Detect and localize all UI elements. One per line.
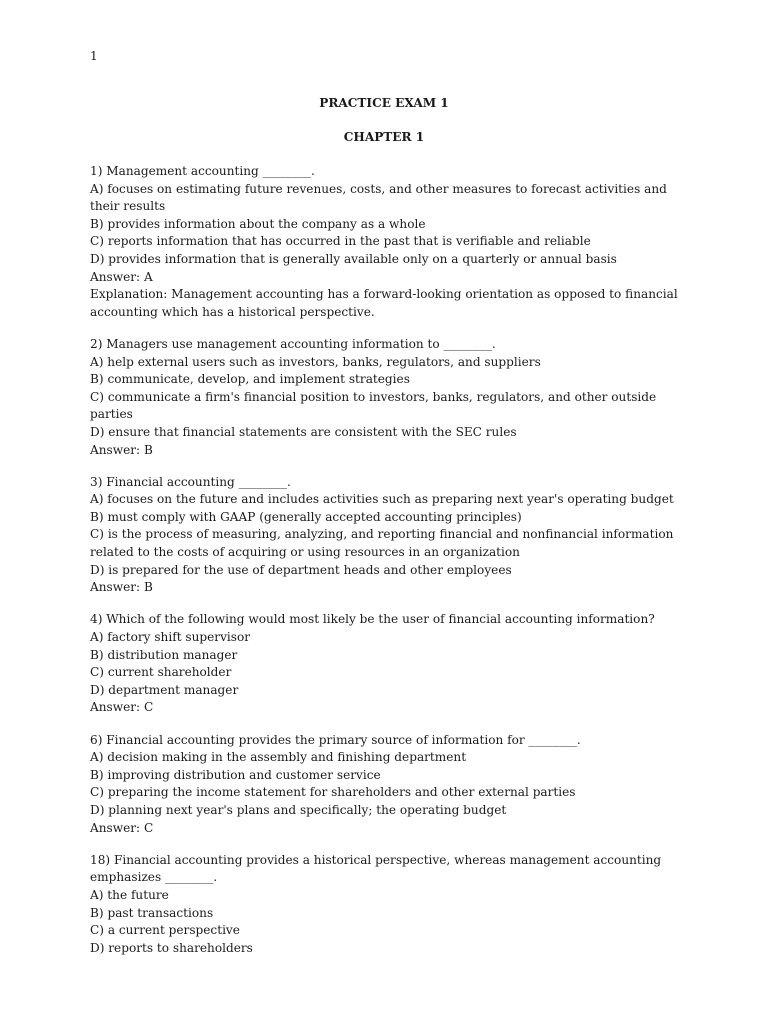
question-stem: 18) Financial accounting provides a historical perspective, whereas management accounting emphasizes ________.: [90, 852, 662, 885]
answer-option: A) focuses on the future and includes activities such as preparing next year's operating budget: [90, 492, 674, 507]
chapter-heading: CHAPTER 1: [343, 130, 425, 144]
answer-option: D) is prepared for the use of department heads and other employees: [90, 562, 512, 577]
answer-option: A) decision making in the assembly and finishing department: [90, 750, 467, 765]
question-stem: 2) Managers use management accounting information to ________.: [90, 336, 496, 351]
answer-option: C) preparing the income statement for shareholders and other external parties: [90, 785, 576, 800]
question-block: [90, 336, 690, 459]
answer-option: B) must comply with GAAP (generally accepted accounting principles): [90, 509, 522, 524]
answer-key: Answer: C: [90, 700, 154, 715]
question-stem: 6) Financial accounting provides the primary source of information for ________.: [90, 732, 581, 747]
answer-key: Answer: B: [90, 580, 153, 595]
answer-option: C) current shareholder: [90, 665, 232, 680]
answer-option: C) communicate a firm's financial position to investors, banks, regulators, and other outside parties: [90, 389, 657, 422]
answer-option: B) improving distribution and customer service: [90, 767, 381, 782]
answer-option: D) ensure that financial statements are consistent with the SEC rules: [90, 424, 517, 439]
question-stem: 4) Which of the following would most likely be the user of financial accounting information?: [90, 612, 655, 627]
exam-title: PRACTICE EXAM 1: [319, 96, 449, 110]
question-stem: 1) Management accounting ________.: [90, 164, 315, 178]
answer-option: A) focuses on estimating future revenues, costs, and other measures to forecast activities and their results: [90, 181, 667, 214]
question-stem: 3) Financial accounting ________.: [90, 474, 291, 489]
answer-key: Answer: A: [90, 269, 153, 284]
answer-option: B) distribution manager: [90, 647, 238, 662]
answer-option: B) communicate, develop, and implement strategies: [90, 372, 410, 387]
question-block: [90, 852, 690, 958]
answer-option: D) reports to shareholders: [90, 940, 253, 955]
answer-option: B) provides information about the company as a whole: [90, 216, 426, 231]
question-list: [90, 163, 690, 972]
question-block: [90, 732, 690, 838]
answer-option: B) past transactions: [90, 905, 214, 920]
answer-key: Answer: B: [90, 442, 153, 457]
answer-explanation: Explanation: Management accounting has a forward-looking orientation as opposed to financial accounting which has a historical perspective.: [90, 287, 678, 319]
answer-option: C) a current perspective: [90, 923, 240, 938]
answer-option: A) help external users such as investors, banks, regulators, and suppliers: [90, 354, 541, 369]
answer-option: C) is the process of measuring, analyzing, and reporting financial and nonfinancial information related to the costs of acquiring or using resources in an organization: [90, 527, 674, 560]
page-number: 1: [90, 49, 98, 63]
answer-option: A) the future: [90, 887, 169, 902]
answer-option: D) planning next year's plans and specifically; the operating budget: [90, 802, 507, 817]
question-block: [90, 163, 690, 321]
answer-key: Answer: C: [90, 820, 154, 835]
question-block: [90, 474, 690, 597]
answer-option: D) department manager: [90, 682, 239, 697]
question-block: [90, 611, 690, 717]
answer-option: A) factory shift supervisor: [90, 630, 251, 645]
answer-option: D) provides information that is generally available only on a quarterly or annual basis: [90, 251, 617, 266]
answer-option: C) reports information that has occurred in the past that is verifiable and reliable: [90, 234, 591, 249]
